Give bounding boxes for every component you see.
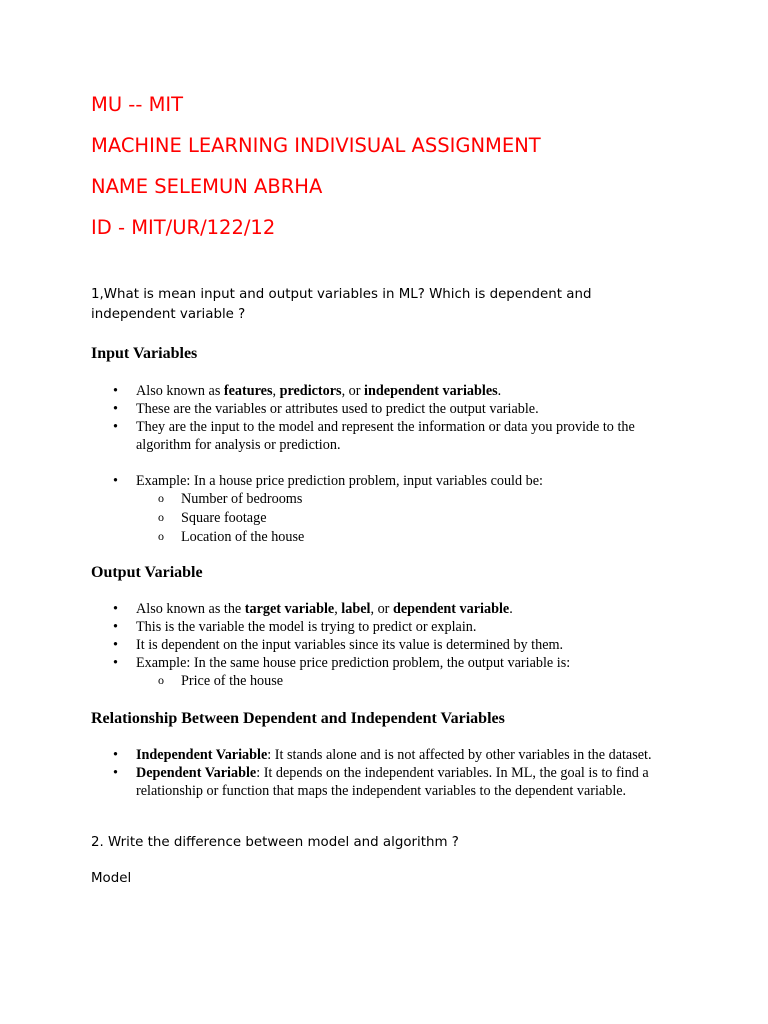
header-assignment-title: MACHINE LEARNING INDIVISUAL ASSIGNMENT [91, 134, 541, 157]
list-item: • They are the input to the model and represent the information or data you provide to the algorithm for analysis or prediction. [113, 419, 635, 453]
input-variables-heading: Input Variables [91, 345, 198, 362]
list-item: • These are the variables or attributes used to predict the output variable. [113, 401, 539, 417]
term: Independent Variable [136, 747, 268, 763]
keyword: predictors [279, 383, 342, 399]
list-item: • Independent Variable: It stands alone and is not affected by other variables in the dataset. [113, 747, 652, 763]
header-university: MU -- MIT [91, 93, 184, 116]
sub-list-item: o Location of the house [158, 529, 305, 545]
question-1 [91, 285, 591, 325]
sub-bullet-icon: o [158, 510, 164, 524]
example-sublist [136, 672, 681, 690]
relationship-list [91, 746, 681, 800]
sub-list-item: o Price of the house [158, 673, 284, 689]
sub-bullet-icon: o [158, 491, 164, 505]
sub-bullet-icon: o [158, 529, 164, 543]
bullet-icon: • [113, 473, 118, 489]
keyword: dependent variable [392, 601, 510, 617]
sub-list-item: o Square footage [158, 510, 267, 526]
header-student-name: NAME SELEMUN ABRHA [91, 175, 323, 198]
question-1-line-1: 1,What is mean input and output variables in ML? Which is dependent and [91, 287, 592, 302]
bullet-icon: • [113, 401, 118, 417]
bullet-icon: • [113, 655, 118, 671]
question-1-line-2: independent variable ? [91, 307, 246, 322]
input-variables-list [91, 382, 681, 547]
list-item: • Also known as features, predictors, or independent variables. [113, 383, 502, 399]
list-item: • Example: In the same house price prediction problem, the output variable is: o Price of the house [91, 654, 681, 690]
output-variable-list [91, 600, 681, 690]
header-student-id: ID - MIT/UR/122/12 [91, 216, 276, 239]
keyword: target variable [244, 601, 335, 617]
list-item: • Example: In a house price prediction problem, input variables could be: o Number of bedrooms o Square footage o Location of the house [91, 472, 681, 547]
list-item: • This is the variable the model is trying to predict or explain. [113, 619, 477, 635]
bullet-icon: • [113, 383, 118, 399]
keyword: features [223, 383, 273, 399]
bullet-icon: • [113, 765, 118, 781]
bullet-icon: • [113, 747, 118, 763]
keyword: label [341, 601, 371, 617]
bullet-icon: • [113, 619, 118, 635]
model-label: Model [91, 871, 132, 886]
list-item: • It is dependent on the input variables since its value is determined by them. [113, 637, 564, 653]
relationship-heading: Relationship Between Dependent and Independent Variables [91, 710, 505, 727]
term: Dependent Variable [136, 765, 257, 781]
keyword: independent variables [364, 383, 498, 399]
output-variable-heading: Output Variable [91, 564, 203, 581]
sub-list-item: o Number of bedrooms [158, 491, 303, 507]
sub-bullet-icon: o [158, 673, 164, 687]
bullet-icon: • [113, 601, 118, 617]
bullet-icon: • [113, 637, 118, 653]
list-item: • Dependent Variable: It depends on the independent variables. In ML, the goal is to find a relationship or function that maps the independent variables to the dependent variable. [113, 765, 649, 799]
list-item: • Also known as the target variable, label, or dependent variable. [113, 601, 513, 617]
question-2: 2. Write the difference between model and algorithm ? [91, 835, 459, 850]
example-sublist [136, 490, 681, 547]
bullet-icon: • [113, 419, 118, 435]
